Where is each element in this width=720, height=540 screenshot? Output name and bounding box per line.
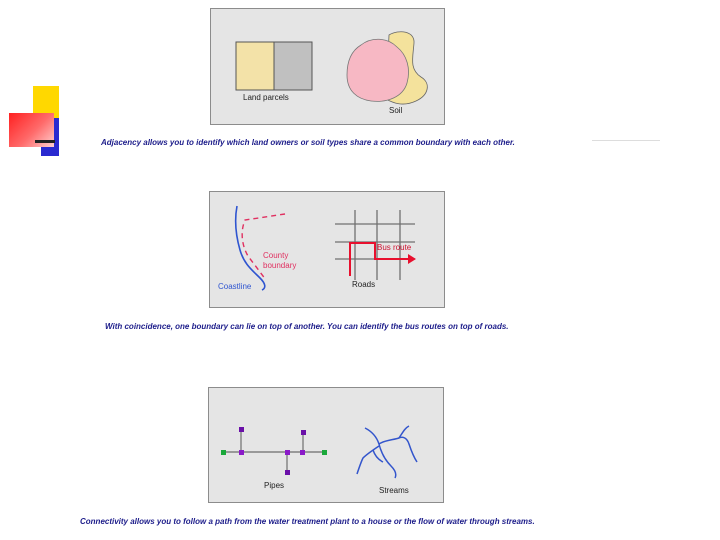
pipe-node-green-right: [322, 450, 327, 455]
pipe-node-purple-3: [300, 450, 305, 455]
connectivity-diagram-panel: [208, 387, 444, 503]
coastline-label: Coastline: [218, 282, 252, 291]
adjacency-diagram-panel: [210, 8, 445, 125]
coastline-line: [236, 206, 265, 290]
connectivity-figure: [209, 388, 443, 502]
coincidence-diagram-panel: [209, 191, 445, 308]
soil-polygon-pink: [347, 39, 409, 101]
pipe-node-purple-1: [239, 450, 244, 455]
stream-network: [357, 426, 417, 478]
pipe-node-purple-top-right: [301, 430, 306, 435]
county-boundary-line: [242, 214, 285, 280]
land-parcel-tan: [236, 42, 274, 90]
pipes-label: Pipes: [264, 481, 285, 490]
pipe-node-purple-top-left: [239, 427, 244, 432]
bus-route-label: Bus route: [377, 243, 412, 252]
county-boundary-label-line1: County: [263, 251, 289, 260]
coincidence-caption: With coincidence, one boundary can lie on top of another. You can identify the bus routes on top of roads.: [105, 322, 509, 331]
soil-label: Soil: [389, 106, 403, 115]
pipe-node-purple-2: [285, 450, 290, 455]
bus-route-arrowhead: [408, 254, 416, 264]
land-parcels-label: Land parcels: [243, 93, 289, 102]
pipe-node-purple-bottom: [285, 470, 290, 475]
streams-label: Streams: [379, 486, 409, 495]
accent-dark-bar: [35, 140, 55, 143]
roads-label: Roads: [352, 280, 376, 289]
pipe-node-green-left: [221, 450, 226, 455]
adjacency-figure: [211, 9, 444, 124]
accent-faint-line: [592, 140, 660, 141]
pipe-network: [223, 430, 325, 472]
connectivity-caption: Connectivity allows you to follow a path from the water treatment plant to a house or the flow of water through streams.: [80, 517, 535, 526]
adjacency-caption: Adjacency allows you to identify which land owners or soil types share a common boundary with each other.: [101, 138, 515, 147]
county-boundary-label-line2: boundary: [263, 261, 297, 270]
land-parcel-gray: [274, 42, 312, 90]
